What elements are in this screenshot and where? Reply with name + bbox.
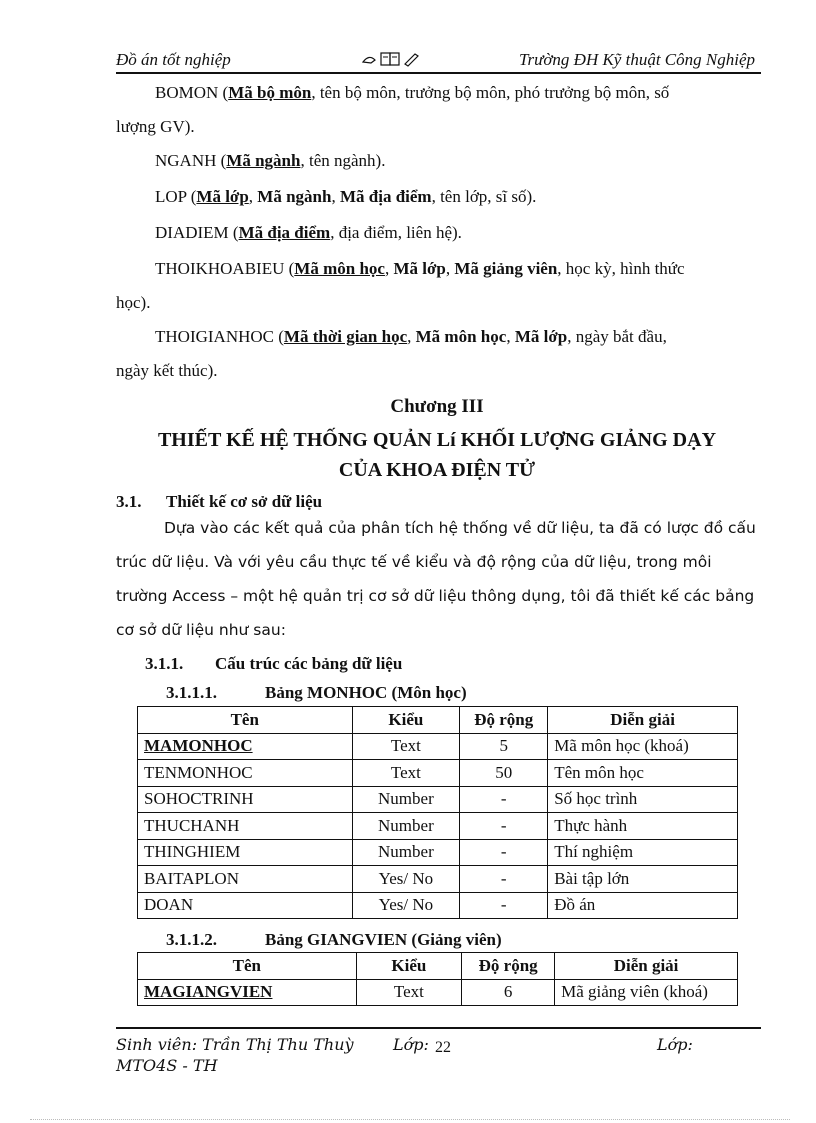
chapter-label: Chương III (390, 396, 484, 417)
relation-nganh: NGANH (Mã ngành, tên ngành). (155, 151, 386, 170)
col-header-name: Tên (138, 953, 357, 980)
relation-thoikhoabieu: THOIKHOABIEU (Mã môn học, Mã lớp, Mã giảng viên, học kỳ, hình thức học). (116, 259, 685, 312)
page-number: 22 (435, 1039, 451, 1056)
section-heading-3-1: 3.1. Thiết kế cơ sở dữ liệu (116, 492, 323, 511)
table-row: BAITAPLON Yes/ No - Bài tập lớn (138, 866, 738, 893)
table-row: THUCHANH Number - Thực hành (138, 813, 738, 840)
col-header-type: Kiểu (356, 953, 462, 980)
chapter-title-line2: CỦA KHOA ĐIỆN TỬ (338, 459, 536, 481)
col-header-name: Tên (138, 707, 353, 734)
footer-class-label-2: Lớp: (657, 1035, 693, 1054)
section-heading-3-1-1: 3.1.1. Cấu trúc các bảng dữ liệu (145, 654, 403, 673)
header-left: Đồ án tốt nghiệp (116, 50, 231, 69)
table-row: MAMONHOC Text 5 Mã môn học (khoá) (138, 733, 738, 760)
table-row: THINGHIEM Number - Thí nghiệm (138, 839, 738, 866)
table-row: DOAN Yes/ No - Đồ án (138, 892, 738, 919)
footer-class-value: MTO4S - TH (116, 1056, 218, 1075)
relation-bomon: BOMON (Mã bộ môn, tên bộ môn, trưởng bộ môn, phó trưởng bộ môn, số lượng GV). (116, 83, 670, 136)
col-header-desc: Diễn giải (548, 707, 738, 734)
table-header-row (138, 707, 738, 734)
header-right: Trường ĐH Kỹ thuật Công Nghiệp (518, 50, 755, 69)
footer-student: Sinh viên: Trần Thị Thu Thuỳ (116, 1035, 354, 1054)
page-header (116, 48, 761, 74)
relation-diadiem: DIADIEM (Mã địa điểm, địa điểm, liên hệ). (155, 223, 462, 242)
intro-paragraph: Dựa vào các kết quả của phân tích hệ thống về dữ liệu, ta đã có lược đồ cấu trúc dữ liệu. Và với yêu cầu thực tế về kiểu và độ rộng của dữ liệu, trong môi trường Access – một hệ quản trị cơ sở dữ liệu thông dụng, tôi đã thiết kế các bảng cơ sở dữ liệu như sau: (116, 519, 756, 639)
table-row: TENMONHOC Text 50 Tên môn học (138, 760, 738, 787)
col-header-width: Độ rộng (462, 953, 555, 980)
footer-divider (116, 1027, 761, 1029)
table-heading-giangvien: 3.1.1.2. Bảng GIANGVIEN (Giảng viên) (166, 930, 502, 949)
col-header-desc: Diễn giải (555, 953, 738, 980)
book-ornament-icon (361, 50, 421, 68)
monhoc-table (137, 706, 738, 919)
col-header-type: Kiểu (352, 707, 460, 734)
table-row: SOHOCTRINH Number - Số học trình (138, 786, 738, 813)
relation-thoigianhoc: THOIGIANHOC (Mã thời gian học, Mã môn học, Mã lớp, ngày bắt đầu, ngày kết thúc). (116, 327, 667, 380)
table-heading-monhoc: 3.1.1.1. Bảng MONHOC (Môn học) (166, 683, 467, 702)
table-header-row (138, 953, 738, 980)
giangvien-table (137, 952, 738, 1006)
chapter-title-line1: THIẾT KẾ HỆ THỐNG QUẢN Lí KHỐI LƯỢNG GIẢNG DẠY (157, 429, 717, 451)
col-header-width: Độ rộng (460, 707, 548, 734)
table-row: MAGIANGVIEN Text 6 Mã giảng viên (khoá) (138, 979, 738, 1006)
page-bottom-edge (30, 1119, 790, 1120)
relation-lop: LOP (Mã lớp, Mã ngành, Mã địa điểm, tên lớp, sĩ số). (155, 187, 537, 206)
header-ornament (361, 50, 421, 73)
footer-class-label: Lớp: (393, 1035, 429, 1054)
